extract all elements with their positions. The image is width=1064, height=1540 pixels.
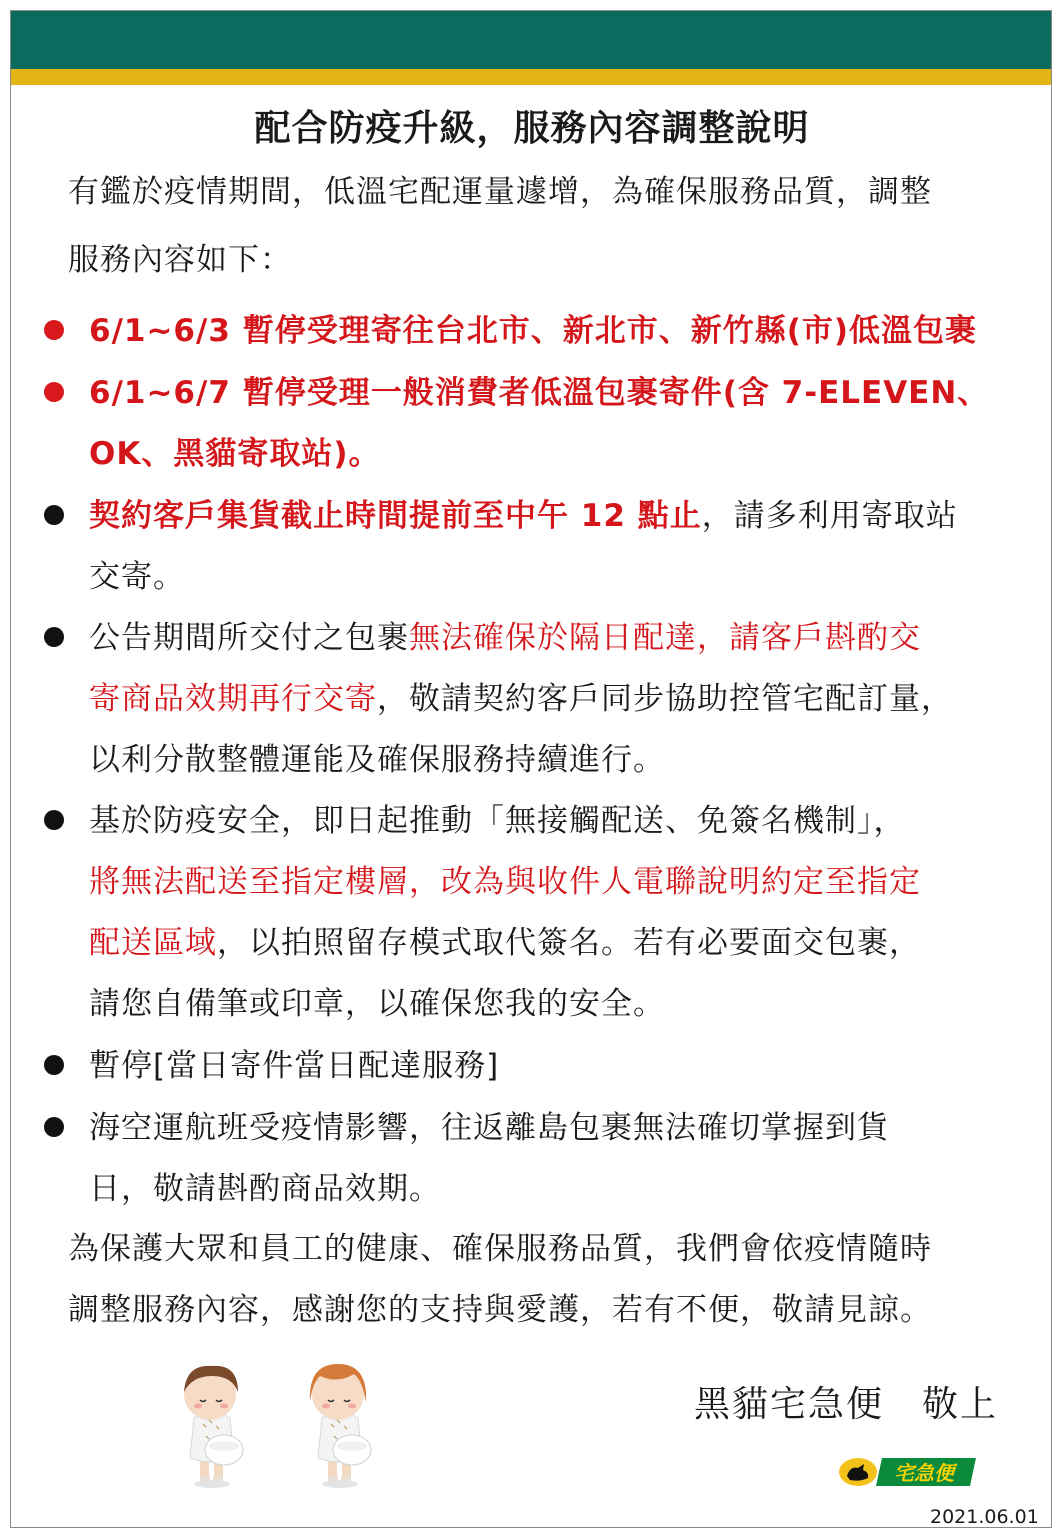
- bullet-1-text: 6/1~6/3 暫停受理寄往台北市、新北市、新竹縣(市)低溫包裹: [89, 313, 978, 349]
- bullet-5-line-3: [89, 923, 921, 963]
- bullet-4-rest: ，敬請契約客戶同步協助控管宅配訂量，: [377, 681, 953, 717]
- bullet-5-rest: ，以拍照留存模式取代簽名。若有必要面交包裹，: [217, 925, 921, 961]
- closing-line-2: 調整服務內容，感謝您的支持與愛護，若有不便，敬請見諒。: [68, 1292, 932, 1328]
- signature: 黑貓宅急便 敬上: [694, 1384, 999, 1425]
- bullet-5-line-2: 將無法配送至指定樓層，改為與收件人電聯說明約定至指定: [89, 864, 921, 900]
- bullet-4-line-1: [89, 618, 921, 658]
- bullet-5-line-4: 請您自備筆或印章，以確保您我的安全。: [89, 986, 665, 1022]
- bullet-2-line-1: 6/1~6/7 暫停受理一般消費者低溫包裹寄件(含 7-ELEVEN、: [89, 375, 990, 411]
- bullet-3-line-2: 交寄。: [89, 559, 185, 595]
- notice-date: 2021.06.01: [930, 1506, 1039, 1528]
- bullet-5-highlight: 配送區域: [89, 925, 217, 961]
- notice-title: 配合防疫升級，服務內容調整說明: [254, 108, 810, 149]
- bullet-7-line-2: 日，敬請斟酌商品效期。: [89, 1171, 441, 1207]
- bullet-3-line-1: [89, 496, 958, 536]
- bullet-4-highlight-2: 寄商品效期再行交寄: [89, 681, 377, 717]
- bullet-dot-icon: [44, 627, 64, 647]
- bullet-dot-icon: [44, 320, 64, 340]
- bullet-dot-icon: [44, 810, 64, 830]
- bullet-4-line-3: 以利分散整體運能及確保服務持續進行。: [89, 742, 665, 778]
- bullet-4-line-2: [89, 679, 953, 719]
- bullet-dot-icon: [44, 1117, 64, 1137]
- bullet-3-highlight: 契約客戶集貨截止時間提前至中午 12 點止: [89, 498, 702, 534]
- bullet-6-text: 暫停[當日寄件當日配達服務]: [89, 1048, 500, 1084]
- bullet-4-lead: 公告期間所交付之包裹: [89, 620, 409, 656]
- closing-line-1: 為保護大眾和員工的健康、確保服務品質，我們會依疫情隨時: [68, 1231, 932, 1267]
- bullet-dot-icon: [44, 1055, 64, 1075]
- bowing-boy-mascot-icon: [176, 1358, 252, 1490]
- bullet-4-highlight-1: 無法確保於隔日配達，請客戶斟酌交: [409, 620, 921, 656]
- bullet-5-line-1: 基於防疫安全，即日起推動「無接觸配送、免簽名機制」，: [89, 803, 906, 839]
- intro-line-2: 服務內容如下：: [68, 242, 292, 278]
- bullet-3-rest: ，請多利用寄取站: [701, 498, 958, 534]
- intro-line-1: 有鑑於疫情期間，低溫宅配運量遽增，為確保服務品質，調整: [68, 174, 932, 210]
- bullet-dot-icon: [44, 382, 64, 402]
- bullet-dot-icon: [44, 505, 64, 525]
- yamato-logo-icon: [838, 1455, 980, 1489]
- bullet-7-line-1: 海空運航班受疫情影響，往返離島包裹無法確切掌握到貨: [89, 1110, 889, 1146]
- logo-text: 宅急便: [894, 1461, 954, 1485]
- bullet-2-line-2: OK、黑貓寄取站)。: [89, 436, 381, 472]
- bowing-girl-mascot-icon: [302, 1358, 380, 1490]
